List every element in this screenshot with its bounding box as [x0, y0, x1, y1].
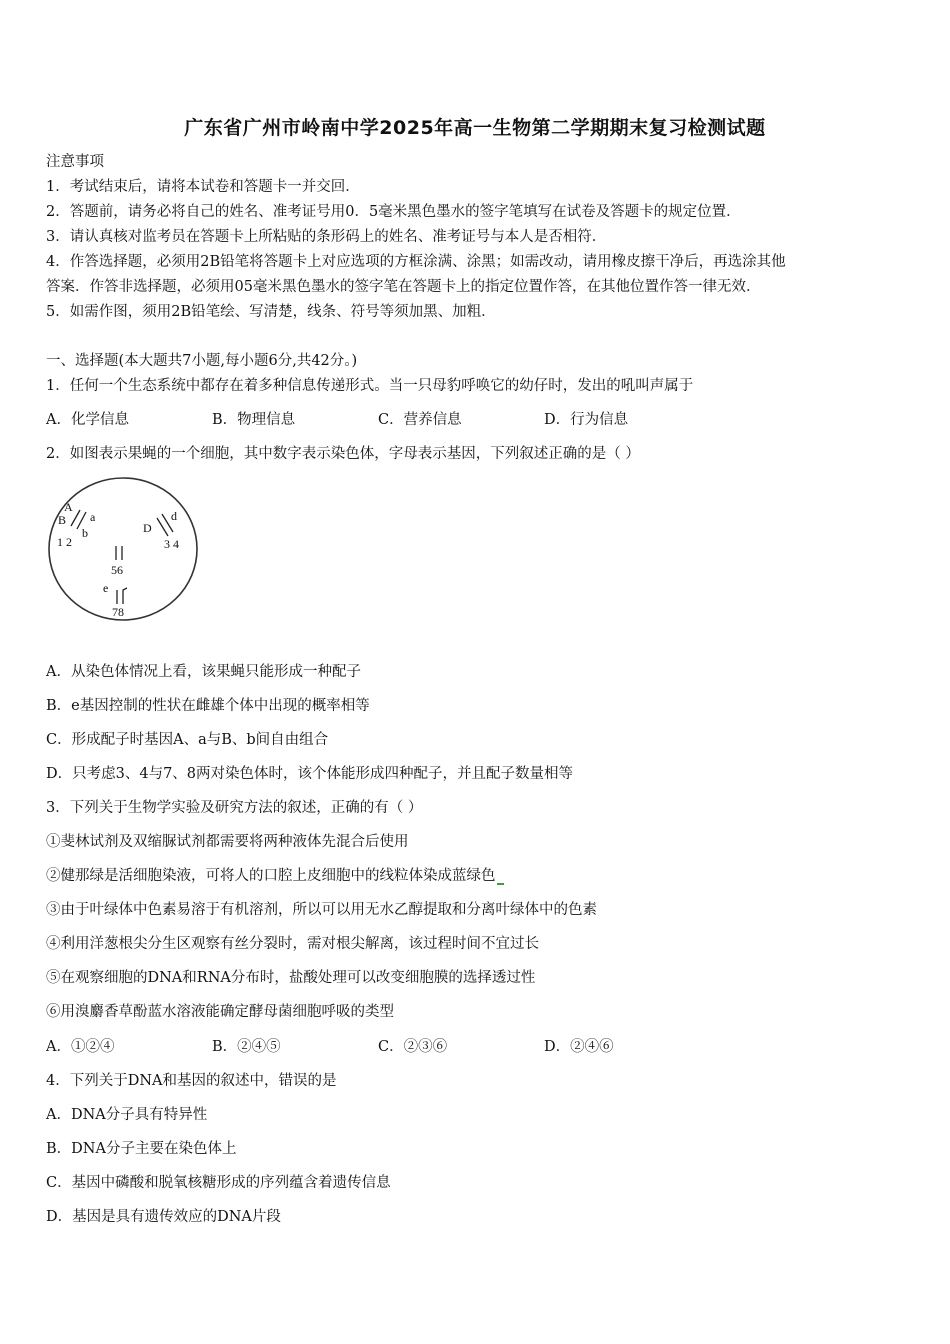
question-3-statement: ③由于叶绿体中色素易溶于有机溶剂，所以可以用无水乙醇提取和分离叶绿体中的色素	[46, 902, 597, 918]
chromosome-numbers-1-2: 1 2	[57, 535, 72, 549]
gene-label-A: A	[64, 500, 73, 514]
option-a[interactable]: A．①②④	[46, 1039, 115, 1055]
question-3-stem: 3．下列关于生物学实验及研究方法的叙述，正确的有（ ）	[46, 800, 423, 816]
notice-item: 5．如需作图，须用2B铅笔绘、写清楚，线条、符号等须加黑、加粗．	[46, 304, 496, 320]
question-2-option-c[interactable]: C．形成配子时基因A、a与B、b间自由组合	[46, 732, 329, 748]
notice-item: 3．请认真核对监考员在答题卡上所粘贴的条形码上的姓名、准考证号与本人是否相符．	[46, 229, 607, 245]
section-heading: 一、选择题(本大题共7小题,每小题6分,共42分。)	[46, 353, 358, 369]
question-1-stem: 1．任何一个生态系统中都存在着多种信息传递形式。当一只母豹呼唤它的幼仔时，发出的吼叫声属于	[46, 378, 694, 394]
question-2-option-d[interactable]: D．只考虑3、4与7、8两对染色体时，该个体能形成四种配子，并且配子数量相等	[46, 766, 574, 782]
question-2-stem: 2．如图表示果蝇的一个细胞，其中数字表示染色体，字母表示基因，下列叙述正确的是（ ）	[46, 446, 640, 462]
chromosome-numbers-7-8: 78	[112, 605, 124, 619]
chromosome-8	[123, 588, 127, 604]
gene-label-b: b	[82, 526, 88, 540]
notice-item: 4．作答选择题，必须用2B铅笔将答题卡上对应选项的方框涂满、涂黑；如需改动，请用橡皮擦干净后，再选涂其他	[46, 254, 786, 270]
fruit-fly-cell-diagram	[44, 474, 204, 624]
question-3-statement: ⑥用溴麝香草酚蓝水溶液能确定酵母菌细胞呼吸的类型	[46, 1004, 394, 1020]
option-a[interactable]: A．化学信息	[46, 412, 129, 428]
option-c[interactable]: C．营养信息	[378, 412, 462, 428]
edit-mark	[497, 883, 504, 885]
option-d[interactable]: D．行为信息	[544, 412, 629, 428]
notice-item: 1．考试结束后，请将本试卷和答题卡一并交回．	[46, 179, 360, 195]
notice-item: 答案．作答非选择题，必须用05毫米黑色墨水的签字笔在答题卡上的指定位置作答，在其他位置作答一律无效．	[46, 279, 761, 295]
question-3-statement: ②健那绿是活细胞染液，可将人的口腔上皮细胞中的线粒体染成蓝绿色	[46, 867, 504, 885]
question-3-options	[46, 1038, 614, 1056]
question-3-statement: ①斐林试剂及双缩脲试剂都需要将两种液体先混合后使用	[46, 834, 409, 850]
gene-label-D: D	[143, 521, 152, 535]
question-2-option-a[interactable]: A．从染色体情况上看，该果蝇只能形成一种配子	[46, 664, 361, 680]
notice-heading: 注意事项	[46, 154, 104, 170]
chromosome-numbers-5-6: 56	[111, 563, 123, 577]
chromosome-numbers-3-4: 3 4	[164, 537, 179, 551]
question-2-option-b[interactable]: B．e基因控制的性状在雌雄个体中出现的概率相等	[46, 698, 370, 714]
gene-label-a: a	[90, 510, 96, 524]
notice-item: 2．答题前，请务必将自己的姓名、准考证号用0．5毫米黑色墨水的签字笔填写在试卷及答题卡的规定位置．	[46, 204, 741, 220]
question-4-option-c[interactable]: C．基因中磷酸和脱氧核糖形成的序列蕴含着遗传信息	[46, 1175, 391, 1191]
option-c[interactable]: C．②③⑥	[378, 1039, 448, 1055]
question-4-option-b[interactable]: B．DNA分子主要在染色体上	[46, 1141, 237, 1157]
question-4-option-d[interactable]: D．基因是具有遗传效应的DNA片段	[46, 1209, 281, 1225]
option-d[interactable]: D．②④⑥	[544, 1039, 614, 1055]
gene-label-d: d	[171, 509, 177, 523]
question-3-statement: ④利用洋葱根尖分生区观察有丝分裂时，需对根尖解离，该过程时间不宜过长	[46, 936, 539, 952]
option-b[interactable]: B．物理信息	[212, 412, 296, 428]
option-b[interactable]: B．②④⑤	[212, 1039, 281, 1055]
gene-label-e: e	[103, 581, 109, 595]
page-title: 广东省广州市岭南中学2025年高一生物第二学期期末复习检测试题	[184, 117, 766, 139]
question-4-stem: 4．下列关于DNA和基因的叙述中，错误的是	[46, 1073, 337, 1089]
question-3-statement: ⑤在观察细胞的DNA和RNA分布时，盐酸处理可以改变细胞膜的选择透过性	[46, 970, 536, 986]
gene-label-B: B	[58, 513, 67, 527]
question-1-options	[46, 411, 628, 429]
question-4-option-a[interactable]: A．DNA分子具有特异性	[46, 1107, 208, 1123]
